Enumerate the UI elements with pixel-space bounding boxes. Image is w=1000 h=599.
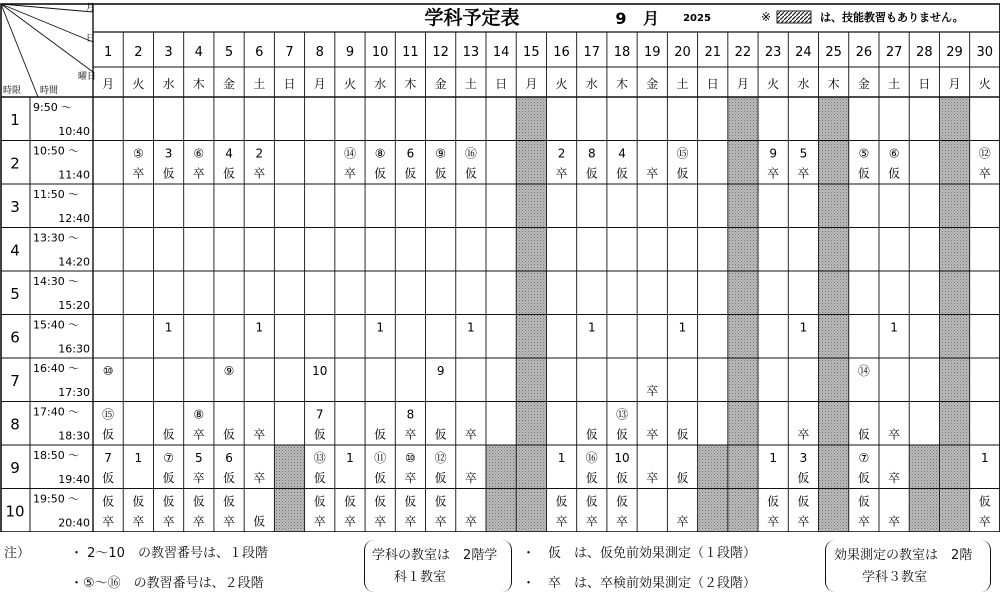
lesson-number: 3 bbox=[799, 451, 808, 465]
test-mark: 仮 bbox=[223, 471, 236, 485]
test-mark: 卒 bbox=[797, 514, 810, 529]
day-number: 19 bbox=[643, 45, 661, 60]
notes-stage1-line: ・ 2～10 の教習番号は、１段階 bbox=[70, 546, 268, 561]
lesson-number: ⑨ bbox=[223, 364, 235, 378]
lesson-number: 1 bbox=[134, 451, 143, 465]
month-number: 9 bbox=[615, 9, 627, 28]
lesson-number: 仮 bbox=[192, 494, 205, 509]
test-mark: 卒 bbox=[192, 166, 205, 181]
lesson-number: ⑫ bbox=[434, 451, 447, 465]
period-number: 10 bbox=[5, 502, 25, 521]
test-mark: 卒 bbox=[253, 427, 266, 442]
weekday-label: 木 bbox=[404, 77, 417, 91]
test-mark: 仮 bbox=[102, 471, 115, 485]
lesson-number: ⑬ bbox=[616, 407, 629, 422]
weekday-label: 金 bbox=[434, 77, 447, 91]
test-mark: 卒 bbox=[555, 514, 568, 529]
measure-note-line2: 学科３教室 bbox=[862, 570, 928, 585]
lesson-number: 1 bbox=[467, 320, 475, 335]
legend-text: は、技能教習もありません。 bbox=[820, 11, 964, 24]
test-mark: 卒 bbox=[343, 166, 356, 181]
shaded-cell bbox=[486, 445, 516, 489]
lesson-number: ⑧ bbox=[374, 146, 386, 161]
lesson-number: 1 bbox=[557, 451, 566, 465]
period-number: 8 bbox=[10, 415, 20, 434]
corner-month-label: 月 bbox=[86, 3, 96, 13]
test-mark: 卒 bbox=[102, 514, 115, 529]
shaded-cell bbox=[698, 445, 728, 489]
lesson-number: 2 bbox=[557, 146, 566, 161]
test-mark: 卒 bbox=[646, 166, 659, 181]
lesson-number: 仮 bbox=[102, 494, 115, 509]
day-number: 28 bbox=[916, 45, 933, 60]
test-mark: 卒 bbox=[132, 514, 145, 529]
test-mark: 卒 bbox=[343, 514, 356, 529]
legend-mark: ※ bbox=[760, 10, 772, 24]
lesson-number: ⑤ bbox=[858, 146, 870, 161]
test-mark: 仮 bbox=[585, 471, 598, 485]
test-mark: 仮 bbox=[585, 166, 598, 181]
lesson-number: 仮 bbox=[857, 494, 870, 509]
test-mark: 卒 bbox=[767, 514, 780, 529]
weekday-label: 月 bbox=[102, 77, 115, 91]
grid-line bbox=[1, 3, 96, 44]
test-mark: 卒 bbox=[888, 471, 901, 485]
test-mark: 仮 bbox=[616, 471, 629, 485]
page-title: 学科予定表 bbox=[424, 7, 520, 29]
day-number: 17 bbox=[583, 45, 601, 60]
corner-period-label: 時限 bbox=[3, 86, 22, 96]
lesson-number: 8 bbox=[406, 407, 415, 422]
lesson-number: 9 bbox=[436, 364, 445, 378]
test-mark: 卒 bbox=[313, 514, 326, 529]
test-mark: 卒 bbox=[464, 471, 477, 485]
test-mark: 卒 bbox=[797, 427, 810, 442]
test-mark: 卒 bbox=[464, 514, 477, 529]
day-number: 4 bbox=[194, 45, 203, 60]
period-end-time: 14:20 bbox=[58, 255, 90, 269]
weekday-label: 月 bbox=[948, 77, 961, 91]
weekday-label: 火 bbox=[767, 77, 780, 91]
test-mark: 仮 bbox=[464, 166, 477, 181]
lesson-number: ⑪ bbox=[374, 451, 387, 465]
period-start-time: 9:50 ～ bbox=[33, 101, 73, 114]
period-start-time: 11:50 ～ bbox=[33, 188, 80, 201]
period-number: 2 bbox=[10, 154, 20, 173]
weekday-label: 金 bbox=[223, 77, 236, 91]
test-mark: 卒 bbox=[192, 514, 205, 529]
lesson-number: 1 bbox=[980, 451, 989, 465]
period-start-time: 19:50 ～ bbox=[33, 492, 80, 506]
period-number: 3 bbox=[10, 197, 20, 216]
lesson-number: 10 bbox=[614, 451, 630, 465]
weekday-label: 水 bbox=[797, 77, 810, 91]
lesson-number: 仮 bbox=[797, 494, 810, 509]
test-mark: 卒 bbox=[464, 427, 477, 442]
notes-label: 注） bbox=[4, 546, 31, 561]
period-start-time: 14:30 ～ bbox=[33, 275, 80, 288]
day-number: 6 bbox=[255, 45, 264, 60]
lesson-number: 7 bbox=[104, 451, 112, 465]
weekday-label: 土 bbox=[464, 77, 477, 91]
test-mark: 仮 bbox=[857, 166, 870, 181]
day-number: 9 bbox=[345, 45, 355, 60]
lesson-number: 仮 bbox=[343, 494, 356, 509]
weekday-label: 日 bbox=[706, 77, 719, 91]
lesson-number: ⑯ bbox=[585, 451, 598, 465]
period-end-time: 20:40 bbox=[58, 516, 90, 530]
test-mark: 卒 bbox=[676, 514, 689, 529]
test-mark: 仮 bbox=[374, 427, 387, 442]
lesson-number: ⑨ bbox=[435, 146, 447, 161]
lesson-number: ⑧ bbox=[193, 407, 205, 422]
day-number: 8 bbox=[315, 45, 324, 60]
lesson-number: 1 bbox=[164, 320, 173, 335]
lesson-number: 仮 bbox=[374, 494, 387, 509]
lesson-number: ⑯ bbox=[464, 146, 477, 161]
lesson-number: 仮 bbox=[223, 494, 236, 509]
test-mark: 仮 bbox=[374, 471, 387, 485]
period-start-time: 18:50 ～ bbox=[33, 449, 80, 462]
day-number: 26 bbox=[855, 45, 873, 60]
weekday-label: 金 bbox=[646, 77, 659, 91]
lesson-number: 2 bbox=[255, 146, 264, 161]
weekday-label: 土 bbox=[888, 77, 901, 91]
lesson-number: ⑥ bbox=[888, 146, 900, 161]
lesson-number: ⑫ bbox=[978, 146, 991, 161]
period-number: 6 bbox=[10, 328, 20, 347]
test-mark: 仮 bbox=[857, 471, 870, 485]
weekday-label: 水 bbox=[162, 77, 175, 91]
month-unit: 月 bbox=[642, 9, 660, 28]
classroom-note-line1: 学科の教室は 2階学 bbox=[372, 548, 498, 563]
test-mark: 仮 bbox=[888, 166, 901, 181]
shaded-cell bbox=[909, 445, 939, 489]
day-number: 25 bbox=[825, 45, 842, 60]
lesson-number: 1 bbox=[587, 320, 596, 335]
period-number: 1 bbox=[10, 110, 20, 129]
lesson-number: 6 bbox=[225, 451, 233, 465]
lesson-number: ⑮ bbox=[676, 146, 689, 161]
weekday-label: 月 bbox=[525, 77, 538, 91]
lesson-number: 1 bbox=[769, 451, 777, 465]
lesson-number: 4 bbox=[618, 146, 626, 161]
weekday-label: 木 bbox=[192, 77, 205, 91]
weekday-label: 火 bbox=[343, 77, 356, 91]
legend-swatch bbox=[777, 11, 811, 23]
period-end-time: 16:30 bbox=[58, 342, 90, 356]
test-mark: 仮 bbox=[313, 471, 326, 485]
measure-note-line1: 効果測定の教室は 2階 bbox=[834, 548, 973, 563]
test-mark: 仮 bbox=[162, 166, 175, 181]
day-number: 20 bbox=[674, 45, 691, 60]
lesson-number: ⑦ bbox=[163, 451, 174, 465]
day-number: 24 bbox=[795, 45, 812, 60]
test-mark: 卒 bbox=[888, 427, 901, 442]
test-mark: 仮 bbox=[616, 166, 629, 181]
day-number: 12 bbox=[432, 45, 449, 60]
period-end-time: 18:30 bbox=[58, 429, 90, 443]
kari-note: ・ 仮 は、仮免前効果測定（１段階） bbox=[522, 546, 757, 561]
day-number: 21 bbox=[704, 45, 721, 60]
grid-line bbox=[1, 3, 96, 13]
lesson-number: 1 bbox=[799, 320, 808, 335]
test-mark: 卒 bbox=[374, 514, 387, 529]
year-label: 2025 bbox=[683, 13, 711, 24]
day-number: 11 bbox=[402, 45, 419, 60]
notes-stage2-line: ・⑤～⑯ の教習番号は、２段階 bbox=[70, 576, 264, 591]
period-number: 7 bbox=[10, 371, 20, 390]
lesson-number: 仮 bbox=[767, 494, 780, 509]
lesson-number: ⑥ bbox=[193, 146, 205, 161]
period-number: 4 bbox=[10, 241, 20, 260]
shaded-cell bbox=[274, 489, 304, 533]
day-number: 16 bbox=[553, 45, 570, 60]
test-mark: 仮 bbox=[313, 427, 326, 442]
weekday-label: 火 bbox=[555, 77, 568, 91]
test-mark: 仮 bbox=[434, 166, 447, 181]
weekday-label: 月 bbox=[313, 77, 326, 91]
lesson-number: 仮 bbox=[616, 494, 629, 509]
lesson-number: 仮 bbox=[313, 494, 326, 509]
lesson-number: 9 bbox=[769, 146, 777, 161]
day-number: 3 bbox=[164, 45, 173, 60]
test-mark: 卒 bbox=[555, 166, 568, 181]
test-mark: 卒 bbox=[585, 514, 598, 529]
test-mark: 仮 bbox=[374, 166, 387, 181]
weekday-label: 水 bbox=[585, 77, 598, 91]
shaded-cell bbox=[698, 489, 728, 533]
lesson-number: 5 bbox=[194, 451, 203, 465]
test-mark: 卒 bbox=[404, 427, 417, 442]
weekday-label: 土 bbox=[676, 77, 689, 91]
test-mark: 卒 bbox=[404, 514, 417, 529]
lesson-number: 仮 bbox=[404, 494, 417, 509]
test-mark: 仮 bbox=[102, 427, 115, 442]
day-number: 2 bbox=[134, 45, 143, 60]
lesson-number: 1 bbox=[890, 320, 898, 335]
test-mark: 卒 bbox=[616, 514, 629, 529]
day-number: 15 bbox=[523, 45, 540, 60]
test-mark: 卒 bbox=[253, 471, 266, 485]
test-mark: 卒 bbox=[978, 166, 991, 181]
period-start-time: 15:40 ～ bbox=[33, 318, 80, 332]
test-mark: 卒 bbox=[646, 384, 659, 398]
test-mark: 卒 bbox=[223, 514, 236, 529]
day-number: 7 bbox=[285, 45, 294, 60]
lesson-number: ⑬ bbox=[313, 451, 326, 465]
test-mark: 仮 bbox=[162, 427, 175, 442]
lesson-number: 10 bbox=[312, 364, 328, 378]
weekday-label: 火 bbox=[978, 77, 991, 91]
lesson-number: 仮 bbox=[978, 494, 991, 509]
period-end-time: 10:40 bbox=[58, 125, 90, 138]
test-mark: 仮 bbox=[434, 471, 447, 485]
test-mark: 仮 bbox=[676, 166, 689, 181]
day-number: 5 bbox=[224, 45, 234, 60]
test-mark: 卒 bbox=[646, 471, 659, 485]
test-mark: 仮 bbox=[616, 427, 629, 442]
weekday-label: 木 bbox=[827, 77, 840, 91]
test-mark: 仮 bbox=[797, 471, 810, 485]
test-mark: 卒 bbox=[162, 514, 175, 529]
day-number: 14 bbox=[492, 45, 510, 60]
test-mark: 仮 bbox=[253, 514, 266, 529]
shaded-cell bbox=[909, 489, 939, 533]
test-mark: 仮 bbox=[162, 471, 175, 485]
test-mark: 仮 bbox=[585, 427, 598, 442]
lesson-number: ⑮ bbox=[102, 407, 115, 422]
test-mark: 仮 bbox=[223, 427, 236, 442]
day-number: 22 bbox=[734, 45, 752, 60]
lesson-number: 1 bbox=[346, 451, 354, 465]
day-number: 13 bbox=[462, 45, 480, 60]
lesson-number: 仮 bbox=[434, 494, 447, 509]
lesson-number: 1 bbox=[376, 320, 385, 335]
corner-day-label: 日 bbox=[86, 34, 96, 44]
lesson-number: 8 bbox=[587, 146, 596, 161]
test-mark: 卒 bbox=[888, 514, 901, 529]
shaded-cell bbox=[486, 489, 516, 533]
lesson-number: ⑭ bbox=[343, 146, 356, 161]
test-mark: 卒 bbox=[978, 514, 991, 529]
period-end-time: 17:30 bbox=[58, 386, 90, 399]
period-end-time: 12:40 bbox=[58, 212, 90, 225]
day-number: 1 bbox=[103, 45, 113, 60]
period-number: 9 bbox=[10, 458, 20, 477]
lesson-number: 1 bbox=[678, 320, 687, 335]
day-number: 29 bbox=[946, 45, 963, 60]
period-end-time: 15:20 bbox=[58, 299, 90, 312]
weekday-label: 日 bbox=[283, 77, 296, 91]
period-start-time: 16:40 ～ bbox=[33, 362, 80, 375]
lesson-number: 1 bbox=[255, 320, 264, 335]
test-mark: 卒 bbox=[767, 166, 780, 181]
day-number: 18 bbox=[613, 45, 631, 60]
test-mark: 卒 bbox=[192, 427, 205, 442]
period-start-time: 10:50 ～ bbox=[33, 144, 80, 158]
test-mark: 卒 bbox=[404, 471, 417, 485]
test-mark: 卒 bbox=[132, 166, 145, 181]
test-mark: 仮 bbox=[223, 166, 236, 181]
lesson-number: 4 bbox=[225, 146, 233, 161]
classroom-note-line2: 科１教室 bbox=[394, 570, 447, 585]
day-number: 10 bbox=[371, 45, 389, 60]
lesson-number: 3 bbox=[164, 146, 173, 161]
test-mark: 卒 bbox=[253, 166, 266, 181]
lesson-number: 6 bbox=[406, 146, 415, 161]
sotsu-note: ・ 卒 は、卒検前効果測定（２段階） bbox=[522, 576, 757, 591]
day-number: 23 bbox=[764, 45, 782, 60]
period-number: 5 bbox=[10, 284, 20, 303]
test-mark: 仮 bbox=[857, 427, 870, 442]
weekday-label: 日 bbox=[918, 77, 931, 91]
test-mark: 卒 bbox=[192, 471, 205, 485]
lesson-number: ⑩ bbox=[102, 364, 114, 378]
table-header bbox=[3, 2, 964, 96]
lesson-number: ⑭ bbox=[857, 364, 870, 378]
lesson-number: 7 bbox=[315, 407, 324, 422]
weekday-label: 日 bbox=[495, 77, 508, 91]
lesson-number: ⑩ bbox=[405, 451, 416, 465]
test-mark: 仮 bbox=[676, 427, 689, 442]
weekday-label: 土 bbox=[253, 77, 266, 91]
day-number: 27 bbox=[885, 45, 903, 60]
lesson-number: ⑤ bbox=[132, 146, 144, 161]
weekday-label: 金 bbox=[857, 77, 870, 91]
corner-time-label: 時間 bbox=[40, 86, 59, 96]
test-mark: 仮 bbox=[676, 471, 689, 485]
test-mark: 卒 bbox=[434, 514, 447, 529]
weekday-label: 火 bbox=[132, 77, 145, 91]
lesson-number: 仮 bbox=[162, 494, 175, 509]
weekday-label: 月 bbox=[736, 77, 749, 91]
weekday-label: 水 bbox=[374, 77, 387, 91]
test-mark: 仮 bbox=[434, 427, 447, 442]
weekday-label: 木 bbox=[616, 77, 629, 91]
notes-section bbox=[0, 536, 1000, 599]
shaded-cell bbox=[274, 445, 304, 489]
day-number: 30 bbox=[976, 45, 994, 60]
lesson-number: ⑦ bbox=[858, 451, 870, 465]
lesson-number: 仮 bbox=[585, 494, 598, 509]
lesson-number: 仮 bbox=[132, 494, 145, 509]
test-mark: 卒 bbox=[646, 427, 659, 442]
corner-weekday-label: 曜日 bbox=[78, 72, 97, 82]
lesson-number: 仮 bbox=[555, 494, 568, 509]
test-mark: 卒 bbox=[797, 166, 810, 181]
lesson-number: 5 bbox=[799, 146, 808, 161]
period-end-time: 19:40 bbox=[58, 473, 90, 486]
test-mark: 卒 bbox=[857, 514, 870, 529]
period-end-time: 11:40 bbox=[58, 168, 90, 182]
period-start-time: 13:30 ～ bbox=[33, 231, 80, 245]
test-mark: 仮 bbox=[404, 166, 417, 181]
period-start-time: 17:40 ～ bbox=[33, 405, 80, 419]
